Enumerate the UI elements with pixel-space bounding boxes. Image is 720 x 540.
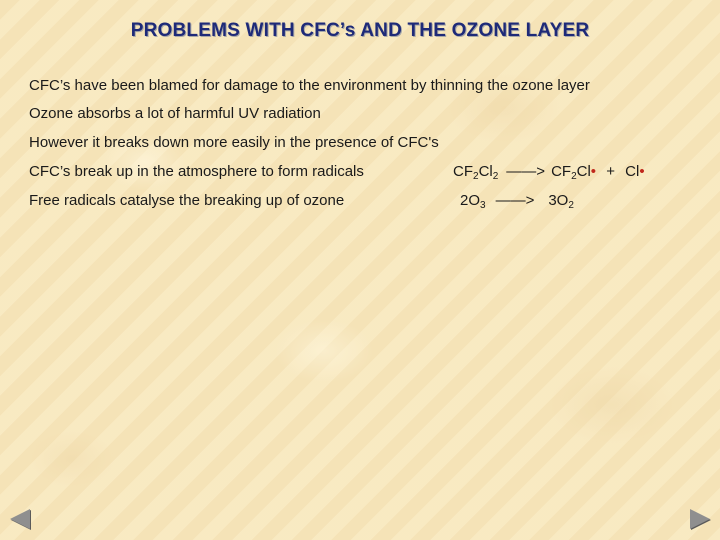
text-line-4: CFC’s break up in the atmosphere to form radicals	[29, 163, 364, 180]
text-line-2: Ozone absorbs a lot of harmful UV radiation	[29, 105, 321, 122]
product-cl-radical: Cl•	[625, 163, 645, 180]
reaction-arrow: ——>	[506, 163, 546, 180]
cfc-breakup-equation	[453, 163, 645, 182]
reaction-arrow: ——>	[495, 192, 535, 209]
triangle-right-icon[interactable]	[690, 509, 710, 529]
radical-dot: •	[639, 163, 645, 180]
plus-sign: +	[606, 163, 615, 180]
product-3o2: $3O_2$	[548, 192, 574, 211]
reactant-2o3: $2O_3$	[460, 192, 486, 211]
radical-dot: •	[590, 163, 597, 180]
slide-title: PROBLEMS WITH CFC’s AND THE OZONE LAYER	[130, 20, 590, 41]
triangle-left-icon[interactable]	[10, 509, 30, 529]
reactant-cf2cl2: $CF_2Cl_2$	[453, 163, 499, 182]
text-line-5: Free radicals catalyse the breaking up of ozone	[29, 192, 345, 209]
text-line-3: However it breaks down more easily in the presence of CFC's	[29, 134, 439, 151]
text-line-1: CFC’s have been blamed for damage to the environment by thinning the ozone layer	[29, 77, 590, 94]
ozone-breakdown-equation	[460, 192, 574, 211]
product-cf2cl-radical: $CF_2Cl•$	[551, 163, 597, 182]
